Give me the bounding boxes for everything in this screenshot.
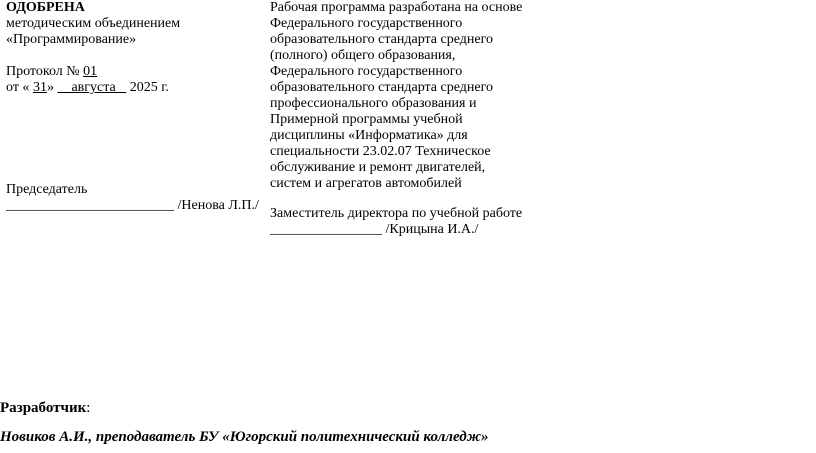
chair-signature-line: ________________________	[6, 198, 174, 213]
deputy-label: Заместитель директора по учебной работе	[270, 206, 523, 221]
deputy-name: /Крицына И.А./	[382, 222, 479, 237]
basis-line-9: дисциплины «Информатика» для	[270, 128, 468, 143]
basis-line-7: профессионального образования и	[270, 96, 477, 111]
basis-line-11: обслуживание и ремонт двигателей,	[270, 160, 486, 175]
protocol-prefix: Протокол №	[6, 64, 84, 79]
basis-line-1: Рабочая программа разработана на основе	[270, 0, 523, 15]
basis-line-2: Федерального государственного	[270, 16, 463, 31]
basis-line-10: специальности 23.02.07 Техническое	[270, 144, 491, 159]
protocol-number: 01	[83, 64, 98, 79]
date-mid: »	[46, 80, 58, 95]
date-prefix: от «	[6, 80, 33, 95]
protocol-line	[6, 64, 261, 80]
date-year: 2025 г.	[126, 80, 169, 95]
basis-line-12: систем и агрегатов автомобилей	[270, 176, 462, 191]
approval-title: ОДОБРЕНА	[6, 0, 85, 15]
basis-line-4: (полного) общего образования,	[270, 48, 456, 63]
basis-line-5: Федерального государственного	[270, 64, 463, 79]
deputy-signature-row	[270, 222, 570, 238]
approval-block	[6, 0, 261, 214]
deputy-signature-line: ________________	[270, 222, 382, 237]
date-line	[6, 80, 261, 96]
developer-label-row	[0, 400, 816, 416]
chair-label: Председатель	[6, 182, 88, 197]
basis-line-8: Примерной программы учебной	[270, 112, 463, 127]
approval-line-1: методическим объединением	[6, 16, 181, 31]
program-basis-block	[270, 0, 570, 238]
developer-name: Новиков А.И., преподаватель БУ «Югорский политехнический колледж»	[0, 429, 489, 445]
approval-line-2: «Программирование»	[6, 32, 137, 47]
developer-label: Разработчик	[0, 400, 87, 416]
developer-colon: :	[86, 400, 91, 416]
basis-line-6: образовательного стандарта среднего	[270, 80, 493, 95]
basis-line-3: образовательного стандарта среднего	[270, 32, 493, 47]
chair-signature-row	[6, 198, 261, 214]
date-month: августа	[57, 80, 127, 95]
chair-name: /Ненова Л.П./	[174, 198, 259, 213]
date-day: 31	[32, 80, 47, 95]
